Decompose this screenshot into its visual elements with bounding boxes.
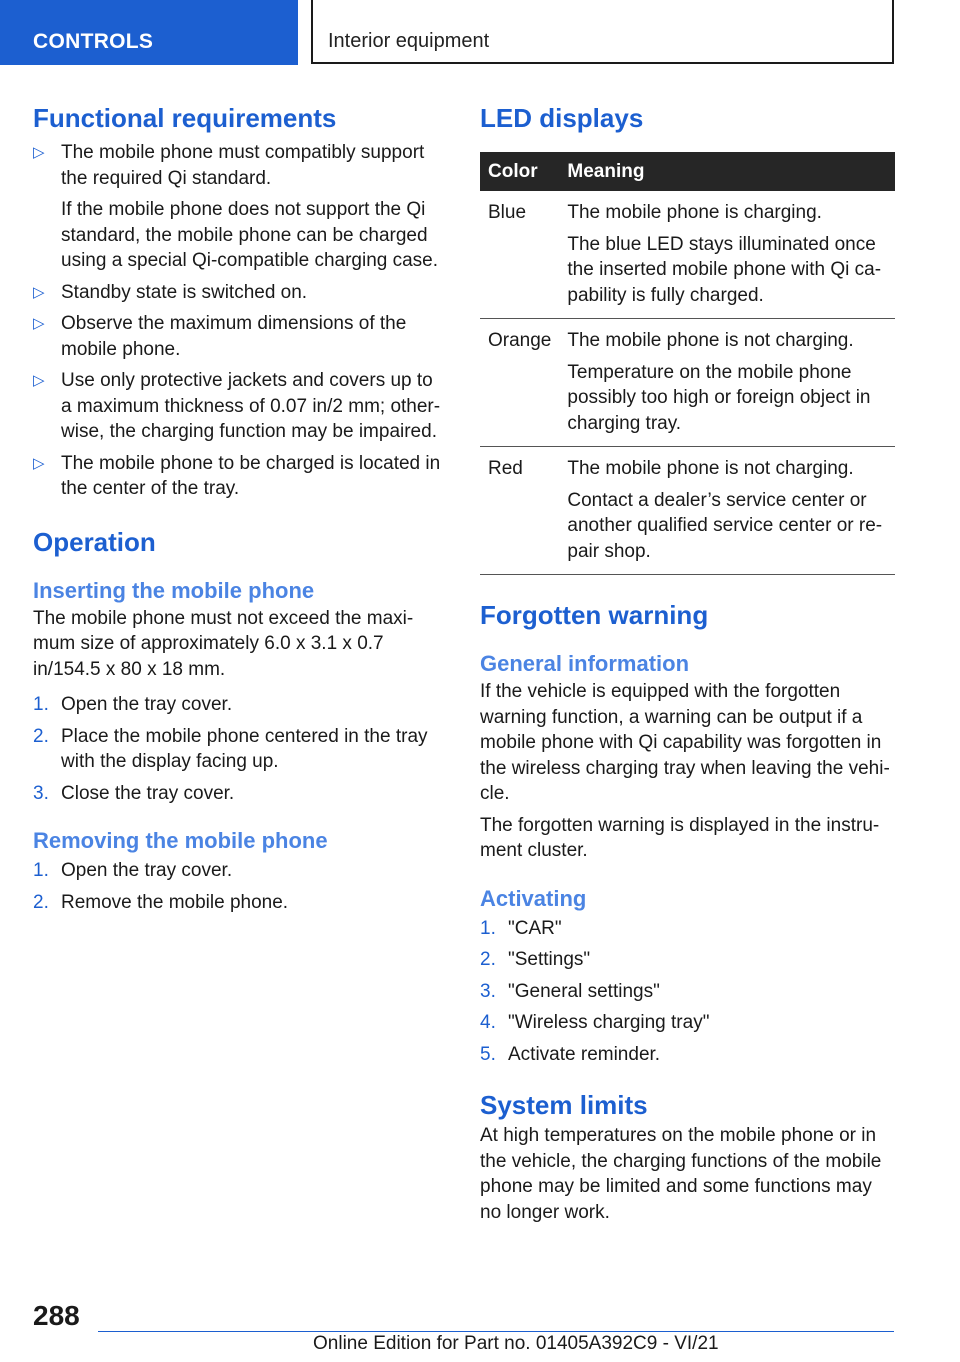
list-item: 1. "CAR" [480, 917, 562, 939]
list-item: ▷ The mobile phone must compatibly support the required Qi standard. If the mobile phone does not support the Qi standard, the mobile phone can be charged using a special Qi-compatible charging case. [33, 142, 439, 271]
inserting-steps [33, 692, 447, 806]
bullet-triangle-icon: ▷ [33, 283, 45, 301]
section-title: CONTROLS [33, 30, 154, 53]
list-item: ▷ Observe the maximum dimensions of the mobile phone. [33, 313, 407, 360]
list-item: 5. Activate reminder. [480, 1043, 661, 1065]
list-item: 2. Place the mobile phone centered in the tray with the display facing up. [33, 725, 428, 772]
list-item: 3. Close the tray cover. [33, 782, 235, 804]
bullet-triangle-icon: ▷ [33, 144, 45, 161]
inserting-heading: Inserting the mobile phone [33, 577, 315, 603]
general-information-heading: General information [480, 651, 690, 676]
general-information-text: If the vehicle is equipped with the forgotten warning function, a warning can be output if a mobile phone with Qi capability was forgotten in the wireless charging tray when leaving the vehicle. [480, 681, 890, 804]
table-row: Blue The mobile phone is charging. The blue LED stays illuminated once the inserted mobile phone with Qi capability is fully charged. [480, 191, 895, 319]
activating-steps [480, 916, 895, 1068]
removing-heading: Removing the mobile phone [33, 828, 328, 853]
list-item: ▷ Standby state is switched on. [33, 280, 447, 306]
led-table [480, 152, 895, 575]
functional-requirements-heading: Functional requirements [33, 103, 337, 133]
inserting-intro: The mobile phone must not exceed the maximum size of approximately 6.0 x 3.1 x 0.7 in/154.5 x 80 x 18 mm. [33, 607, 414, 680]
removing-steps [33, 858, 447, 915]
bullet-triangle-icon: ▷ [33, 372, 45, 389]
led-displays-heading: LED displays [480, 103, 644, 133]
list-item: 1. Open the tray cover. [33, 694, 233, 715]
page-number: 288 [33, 1300, 80, 1331]
operation-heading: Operation [33, 526, 156, 557]
table-row: Red The mobile phone is not charging. Contact a dealer’s service center or another qualified service center or repair shop. [480, 447, 895, 575]
list-item: 2. Remove the mobile phone. [33, 891, 289, 913]
forgotten-warning-heading: Forgotten warning [480, 600, 709, 630]
table-header-row [480, 152, 895, 191]
activating-heading: Activating [480, 885, 587, 911]
list-item: 1. Open the tray cover. [33, 860, 233, 881]
list-item: 4. "Wireless charging tray" [480, 1012, 710, 1033]
general-information-text-2: The forgotten warning is displayed in the instrument cluster. [480, 814, 880, 861]
column-header-meaning: Meaning [559, 152, 895, 191]
system-limits-text: At high temperatures on the mobile phone or in the vehicle, the charging functions of the mobile phone may be limited and some functions may no longer work. [480, 1125, 882, 1223]
bullet-triangle-icon: ▷ [33, 454, 45, 472]
left-column [33, 100, 447, 915]
footer-divider [98, 1331, 894, 1332]
system-limits-heading: System limits [480, 1090, 648, 1120]
bullet-triangle-icon: ▷ [33, 315, 45, 332]
right-column [480, 100, 895, 1225]
list-item: ▷ The mobile phone to be charged is located in the center of the tray. [33, 452, 441, 499]
list-item: 3. "General settings" [480, 980, 660, 1002]
table-row: Orange The mobile phone is not charging. Temperature on the mobile phone possibly too high or foreign object in charging tray. [480, 319, 895, 447]
functional-requirements-list [33, 140, 447, 502]
list-item: ▷ Use only protective jackets and covers up to a maximum thickness of 0.07 in/2 mm; otherwise, the charging function may be impaired. [33, 370, 441, 442]
chapter-title: Interior equipment [328, 30, 490, 52]
column-header-color: Color [480, 152, 559, 191]
section-tab [0, 0, 298, 65]
list-item: 2. "Settings" [480, 949, 591, 970]
edition-note: Online Edition for Part no. 01405A392C9 - VI/21 [313, 1333, 719, 1354]
chapter-tab [311, 0, 894, 64]
